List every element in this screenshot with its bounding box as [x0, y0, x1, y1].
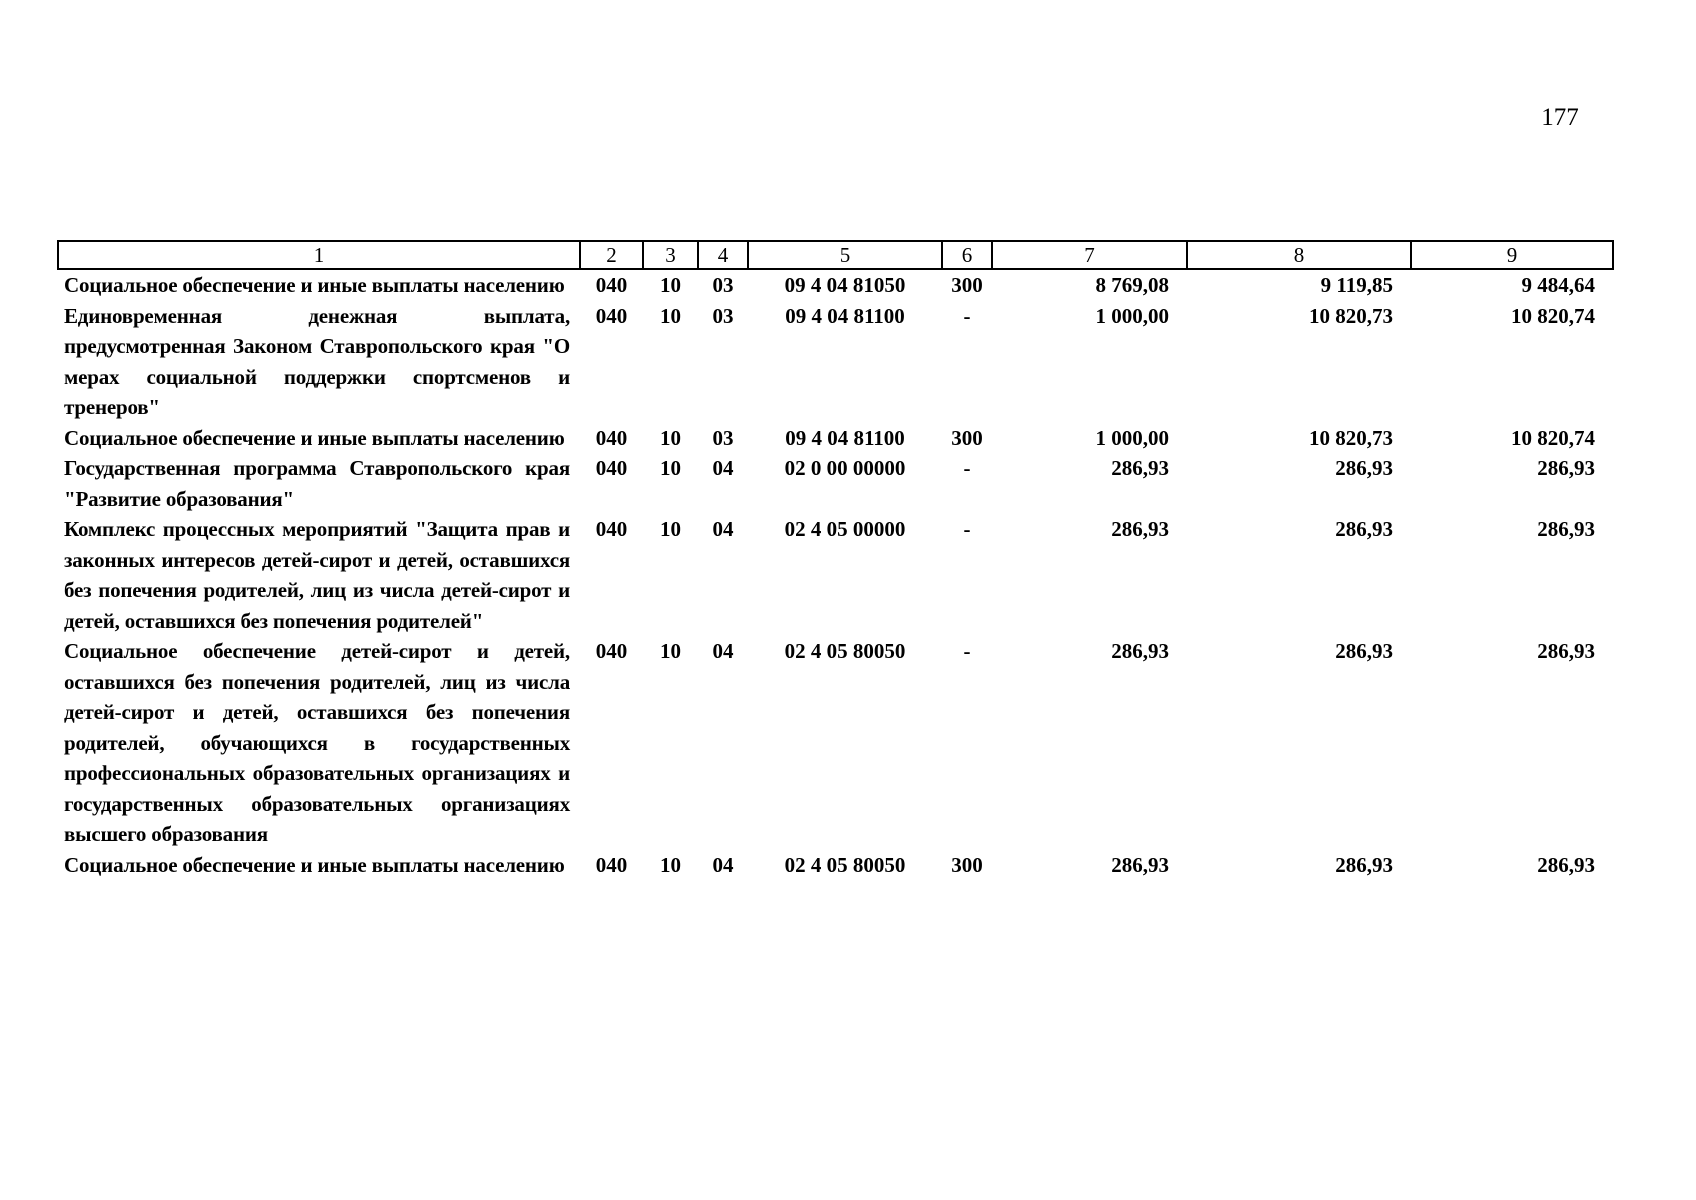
target-article-cell: 02 4 05 80050	[784, 852, 906, 877]
section-cell: 10	[660, 639, 681, 663]
table-row	[58, 850, 1613, 881]
target-article-cell: 09 4 04 81100	[785, 303, 905, 328]
expense-type-cell: -	[963, 517, 971, 541]
column-header: 3	[643, 241, 698, 269]
column-header: 7	[992, 241, 1187, 269]
amount-cell: 286,93	[1111, 456, 1169, 480]
column-header: 8	[1187, 241, 1411, 269]
item-name: Комплекс процессных мероприятий "Защита прав и законных интересов детей-сирот и детей, оставшихся без попечения родителей, лиц из числа детей-сирот и детей, оставшихся без попечения родителей"	[64, 517, 570, 633]
amount-cell: 286,93	[1537, 517, 1595, 541]
section-cell: 10	[660, 456, 681, 480]
amount-cell: 10 820,73	[1309, 425, 1393, 450]
amount-cell: 286,93	[1335, 639, 1393, 663]
expense-type-cell: -	[963, 639, 971, 663]
column-header: 6	[942, 241, 992, 269]
code-cell: 040	[595, 425, 628, 450]
table-row	[58, 301, 1613, 423]
expense-type-cell: 300	[951, 852, 983, 877]
expense-type-cell: -	[963, 303, 971, 328]
column-header: 2	[580, 241, 643, 269]
item-name: Социальное обеспечение детей-сирот и детей, оставшихся без попечения родителей, лиц из числа детей-сирот и детей, оставшихся без попечения родителей, обучающихся в государственных профессиональных образовательных организациях и государственных образовательных организациях высшего образования	[64, 639, 570, 846]
amount-cell: 9 484,64	[1521, 273, 1595, 297]
column-header: 5	[748, 241, 942, 269]
amount-cell: 286,93	[1537, 639, 1595, 663]
code-cell: 040	[595, 852, 628, 877]
table-row	[58, 269, 1613, 301]
amount-cell: 286,93	[1537, 456, 1595, 480]
item-name: Социальное обеспечение и иные выплаты населению	[64, 273, 565, 297]
table-row	[58, 514, 1613, 636]
code-cell: 040	[595, 456, 628, 480]
target-article-cell: 09 4 04 81050	[784, 273, 906, 297]
amount-cell: 10 820,73	[1309, 303, 1393, 328]
code-cell: 040	[595, 639, 628, 663]
expense-type-cell: 300	[951, 425, 983, 450]
item-name: Социальное обеспечение и иные выплаты населению	[64, 425, 565, 450]
page-number: 177	[1541, 104, 1579, 131]
item-name: Социальное обеспечение и иные выплаты населению	[64, 852, 565, 877]
column-header: 1	[58, 241, 580, 269]
amount-cell: 286,93	[1335, 852, 1393, 877]
subsection-cell: 04	[712, 639, 734, 663]
code-cell: 040	[595, 273, 628, 297]
target-article-cell: 09 4 04 81100	[785, 425, 905, 450]
amount-cell: 286,93	[1111, 852, 1169, 877]
amount-cell: 10 820,74	[1511, 303, 1595, 328]
expense-type-cell: -	[963, 456, 971, 480]
expense-type-cell: 300	[951, 273, 983, 297]
amount-cell: 9 119,85	[1320, 273, 1393, 297]
amount-cell: 10 820,74	[1511, 425, 1595, 450]
column-header: 4	[698, 241, 748, 269]
subsection-cell: 04	[712, 517, 734, 541]
section-cell: 10	[660, 517, 681, 541]
amount-cell: 1 000,00	[1095, 303, 1169, 328]
table-row	[58, 423, 1613, 454]
amount-cell: 286,93	[1537, 852, 1595, 877]
table-header-row	[58, 241, 1613, 269]
amount-cell: 8 769,08	[1095, 273, 1169, 297]
target-article-cell: 02 0 00 00000	[784, 456, 906, 480]
code-cell: 040	[595, 303, 628, 328]
subsection-cell: 03	[712, 273, 734, 297]
amount-cell: 286,93	[1111, 517, 1169, 541]
table-row	[58, 636, 1613, 850]
section-cell: 10	[660, 852, 681, 877]
budget-table	[57, 240, 1614, 880]
amount-cell: 1 000,00	[1095, 425, 1169, 450]
subsection-cell: 04	[712, 456, 734, 480]
item-name: Единовременная денежная выплата, предусмотренная Законом Ставропольского края "О мерах социальной поддержки спортсменов и тренеров"	[64, 303, 570, 419]
table-row	[58, 453, 1613, 514]
amount-cell: 286,93	[1111, 639, 1169, 663]
subsection-cell: 03	[712, 425, 734, 450]
column-header: 9	[1411, 241, 1613, 269]
subsection-cell: 04	[712, 852, 734, 877]
item-name: Государственная программа Ставропольского края "Развитие образования"	[64, 456, 570, 511]
code-cell: 040	[595, 517, 628, 541]
amount-cell: 286,93	[1335, 517, 1393, 541]
target-article-cell: 02 4 05 80050	[784, 639, 906, 663]
amount-cell: 286,93	[1335, 456, 1393, 480]
target-article-cell: 02 4 05 00000	[784, 517, 906, 541]
subsection-cell: 03	[712, 303, 734, 328]
section-cell: 10	[660, 425, 681, 450]
section-cell: 10	[660, 273, 681, 297]
section-cell: 10	[660, 303, 681, 328]
